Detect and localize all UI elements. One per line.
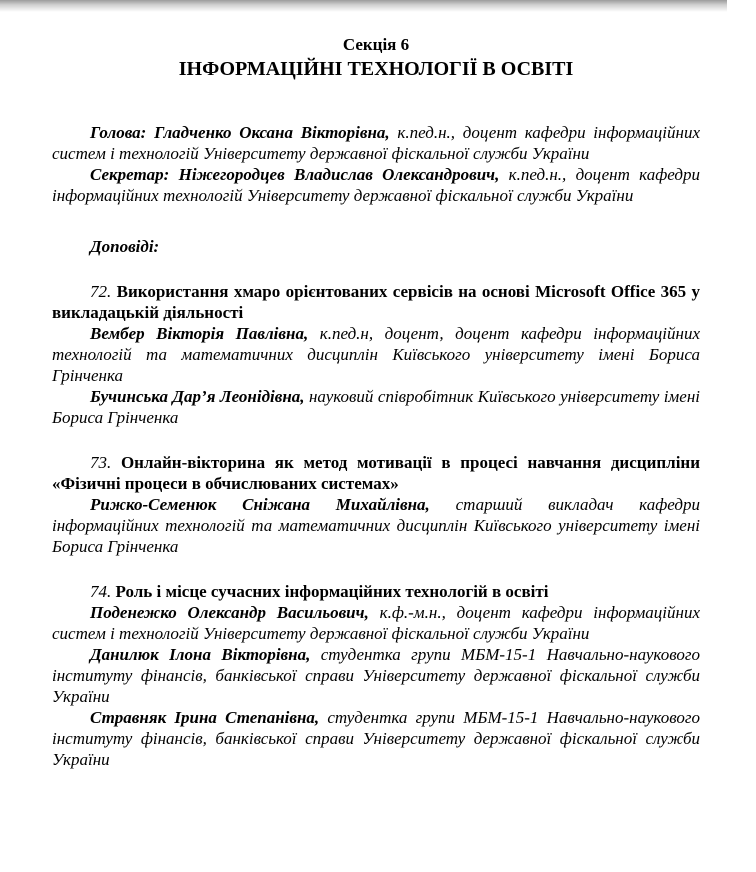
report-72-title: Використання хмаро орієнтованих сервісів на основі Microsoft Office 365 у викладацькій діяльності: [52, 282, 700, 322]
report-73-speaker-1: [52, 494, 700, 557]
reports-heading: Доповіді:: [90, 237, 160, 256]
speaker-affiliation: науковий співробітник Київського університету імені Бориса Грінченка: [52, 387, 700, 427]
official-secretary-affiliation: к.пед.н., доцент кафедри інформаційних технологій Університету державної фіскальної служби України: [52, 165, 700, 205]
report-74-speaker-2: [52, 644, 700, 707]
official-chair-paragraph: [52, 122, 700, 164]
report-72-speaker-1: [52, 323, 700, 386]
speaker-affiliation: студентка групи МБМ-15-1 Навчально-наукового інституту фінансів, банківської справи Університету державної фіскальної служби України: [52, 645, 700, 706]
report-item-74: [52, 581, 700, 770]
report-74-speaker-1: [52, 602, 700, 644]
officials-block: [52, 122, 700, 206]
speaker-affiliation: студентка групи МБМ-15-1 Навчально-наукового інституту фінансів, банківської справи Університету державної фіскальної служби України: [52, 708, 701, 769]
report-item-72: [52, 281, 700, 428]
report-74-speaker-3: [52, 707, 700, 770]
speaker-affiliation: старший викладач кафедри інформаційних технологій та математичних дисциплін Київського університету імені Бориса Грінченка: [52, 495, 701, 556]
official-chair-name: Гладченко Оксана Вікторівна,: [154, 123, 390, 142]
speaker-name: Данилюк Ілона Вікторівна,: [90, 645, 311, 664]
official-secretary-paragraph: [52, 164, 700, 206]
speaker-name: Вембер Вікторія Павлівна,: [90, 324, 309, 343]
official-secretary-role: Секретар:: [90, 165, 170, 184]
document-content: [52, 0, 700, 770]
report-72-number: 72.: [90, 282, 112, 301]
report-74-number: 74.: [90, 582, 112, 601]
report-73-title: Онлайн-вікторина як метод мотивації в процесі навчання дисципліни «Фізичні процеси в обчислюваних системах»: [52, 453, 701, 493]
section-title: ІНФОРМАЦІЙНІ ТЕХНОЛОГІЇ В ОСВІТІ: [178, 58, 574, 80]
report-74-title: Роль і місце сучасних інформаційних технологій в освіті: [115, 582, 549, 601]
speaker-affiliation: к.ф.-м.н., доцент кафедри інформаційних систем і технологій Університету державної фіскальної служби України: [52, 603, 701, 643]
official-chair-affiliation: к.пед.н., доцент кафедри інформаційних систем і технологій Університету державної фіскальної служби України: [52, 123, 701, 163]
report-72-speaker-2: [52, 386, 700, 428]
official-chair-role: Голова:: [90, 123, 147, 142]
speaker-name: Стравняк Ірина Степанівна,: [90, 708, 320, 727]
official-secretary-name: Ніжегородцев Владислав Олександрович,: [178, 165, 500, 184]
speaker-name: Бучинська Дар’я Леонідівна,: [90, 387, 305, 406]
report-73-number: 73.: [90, 453, 112, 472]
section-label: Секція 6: [342, 35, 410, 54]
report-72-title-paragraph: [52, 281, 700, 323]
speaker-name: Поденежко Олександр Васильович,: [90, 603, 369, 622]
report-73-title-paragraph: [52, 452, 700, 494]
report-item-73: [52, 452, 700, 557]
report-74-title-paragraph: [52, 581, 700, 602]
speaker-name: Рижко-Семенюк Сніжана Михайлівна,: [90, 495, 430, 514]
speaker-affiliation: к.пед.н, доцент, доцент кафедри інформаційних технологій та математичних дисциплін Київського університету імені Бориса Грінченка: [52, 324, 701, 385]
